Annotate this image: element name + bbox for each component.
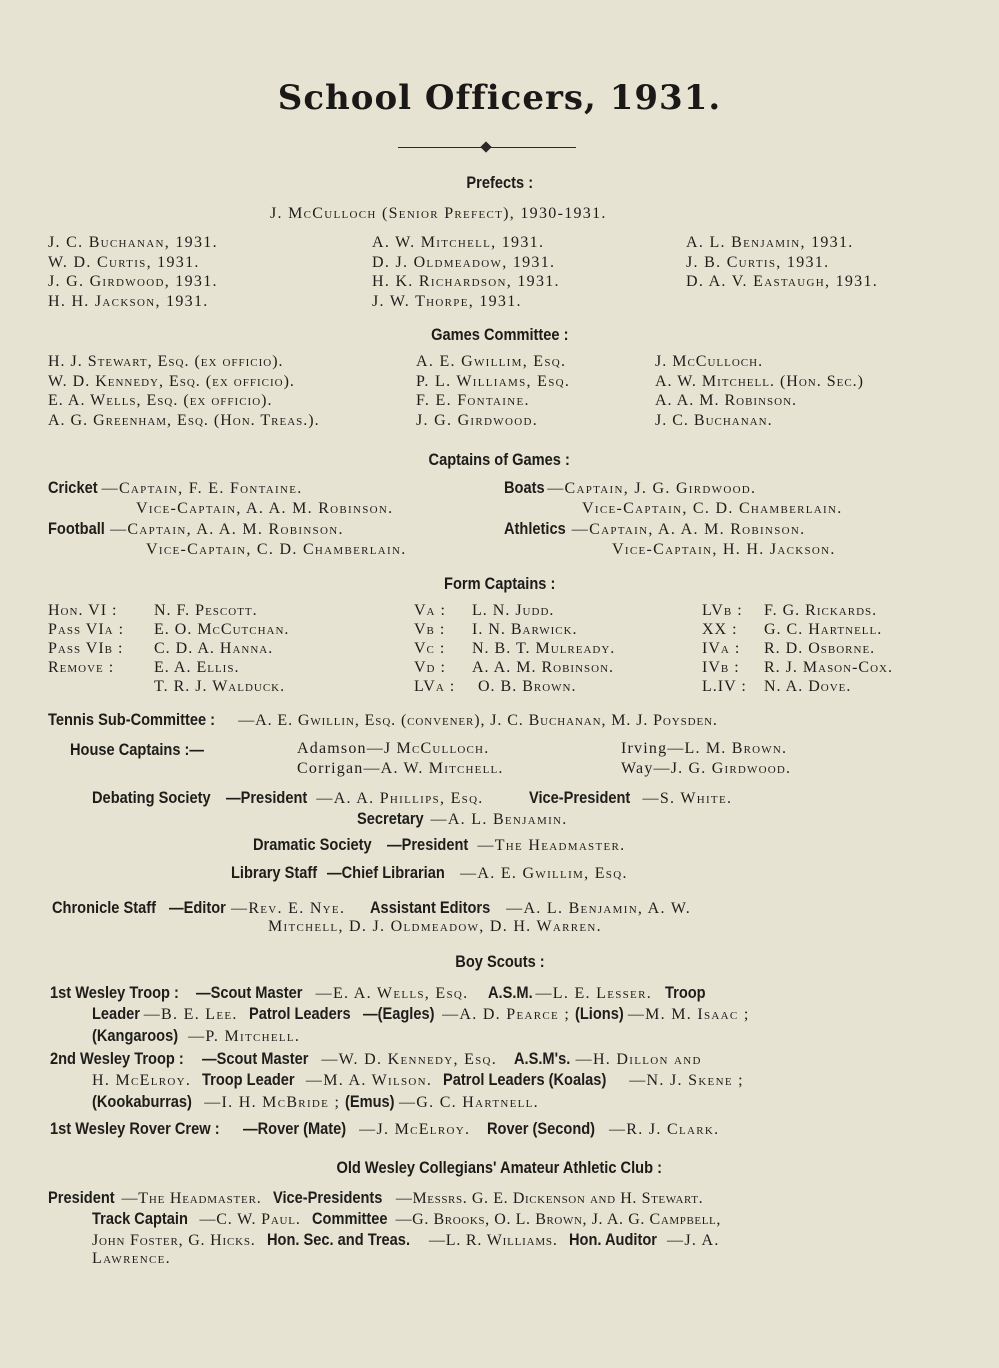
role-label: Assistant Editors (370, 898, 491, 917)
patrol-leader: —N. J. Skene ; (629, 1072, 744, 1089)
patrol-label: (Lions) (575, 1004, 624, 1023)
form-label: IVb : (702, 659, 740, 676)
asm: —H. Dillon and (575, 1051, 702, 1068)
vice-captain: Vice-Captain, A. A. M. Robinson. (136, 500, 394, 517)
form-captain: N. B. T. Mulready. (472, 640, 616, 657)
committee-member: A. E. Gwillim, Esq. (416, 353, 567, 370)
debating-society (92, 788, 732, 808)
form-captains-col-3 (702, 601, 893, 696)
patrol-leader: —G. C. Hartnell. (398, 1094, 539, 1111)
vice-captain: Vice-Captain, C. D. Chamberlain. (582, 500, 843, 517)
assistant-editors: —A. L. Benjamin, A. W. (506, 900, 692, 917)
form-label: Pass VIa : (48, 621, 125, 638)
committee-member: J. McCulloch. (655, 353, 764, 370)
scout-master: —W. D. Kennedy, Esq. (321, 1051, 498, 1068)
patrol-label: (Kangaroos) (92, 1026, 179, 1045)
committee-member: F. E. Fontaine. (416, 392, 530, 409)
games-committee-col-2 (416, 352, 570, 430)
sport-label: Athletics (504, 519, 566, 538)
games-committee-heading: Games Committee : (430, 325, 569, 344)
form-label: IVa : (702, 640, 741, 657)
form-label: Vd : (414, 659, 446, 676)
divider-diamond-icon (480, 141, 491, 152)
president: —The Headmaster. (121, 1190, 262, 1207)
role-label: Hon. Sec. and Treas. (266, 1230, 410, 1249)
patrol-leader: —M. M. Isaac ; (627, 1006, 750, 1023)
role-label: —President (386, 835, 469, 854)
form-label: XX : (702, 621, 738, 638)
role-label: —Scout Master (201, 1049, 308, 1068)
assistant-editors-cont: Mitchell, D. J. Oldmeadow, D. H. Warren. (268, 918, 602, 935)
asm: —L. E. Lesser. (535, 985, 653, 1002)
hon-sec-treas: —L. R. Williams. (428, 1232, 558, 1249)
label: House Captains :— (70, 740, 205, 759)
form-captain: F. G. Rickards. (764, 602, 878, 619)
role-label: A.S.M. (487, 983, 533, 1002)
owc-heading: Old Wesley Collegians' Amateur Athletic Club : (336, 1158, 663, 1177)
form-captain: N. A. Dove. (764, 678, 852, 695)
boy-scouts-heading: Boy Scouts : (454, 952, 545, 971)
role-label: Secretary (357, 809, 424, 828)
troop-2-cont (92, 1069, 744, 1113)
role-label: Vice-Presidents (272, 1188, 383, 1207)
form-captain: L. N. Judd. (472, 602, 555, 619)
troop-1-cont (92, 1003, 750, 1047)
library-staff (231, 863, 628, 883)
prefect: D. A. V. Eastaugh, 1931. (686, 273, 879, 290)
form-label: Va : (414, 602, 446, 619)
role-label: Committee (311, 1209, 388, 1228)
form-label: L.IV : (702, 678, 747, 695)
troop-2 (50, 1048, 702, 1070)
patrol-label: (Kookaburras) (92, 1092, 192, 1111)
patrol-label: —(Eagles) (362, 1004, 435, 1023)
owc-line-4: Lawrence. (92, 1250, 171, 1267)
troop-label: 2nd Wesley Troop : (50, 1049, 184, 1068)
role-label: Vice-President (528, 788, 631, 807)
chronicle-label: Chronicle Staff (52, 898, 156, 917)
captains-right (504, 478, 843, 560)
prefects-col-3 (686, 233, 878, 292)
form-label: Pass VIb : (48, 640, 124, 657)
captain: —Captain, A. A. M. Robinson. (110, 521, 344, 538)
prefect: A. L. Benjamin, 1931. (686, 234, 854, 251)
prefects-col-2 (372, 233, 560, 311)
rover-second: —R. J. Clark. (608, 1121, 720, 1138)
dramatic-label: Dramatic Society (253, 835, 372, 854)
prefect: H. H. Jackson, 1931. (48, 292, 209, 310)
prefect: H. K. Richardson, 1931. (372, 273, 560, 290)
tennis-members: —A. E. Gwillin, Esq. (convener), J. C. Buchanan, M. J. Poysden. (238, 712, 718, 729)
captains-of-games-heading: Captains of Games : (428, 450, 571, 469)
patrol-leader: —P. Mitchell. (188, 1028, 301, 1045)
patrol-leader: —A. D. Pearce ; (442, 1006, 571, 1023)
captain: —Captain, F. E. Fontaine. (101, 480, 303, 497)
owc-line-2 (92, 1208, 721, 1230)
house-captains-label (70, 740, 222, 760)
role-label: Rover (Second) (487, 1119, 596, 1138)
prefect: J. C. Buchanan, 1931. (48, 234, 218, 251)
committee-member: J. C. Buchanan. (655, 411, 773, 429)
sport-label: Football (48, 519, 105, 538)
owc-line-1 (48, 1187, 703, 1209)
form-captain: E. A. Ellis. (154, 659, 240, 676)
house-captain: —J McCulloch. (366, 740, 490, 757)
troop-1 (50, 982, 708, 1004)
chronicle-staff (52, 898, 691, 918)
house-captain: —L. M. Brown. (667, 740, 788, 757)
house-captain: —A. W. Mitchell. (363, 760, 504, 777)
committee-member: P. L. Williams, Esq. (416, 372, 571, 390)
patrol-label: (Emus) (345, 1092, 395, 1111)
role-label: —Rover (Mate) (243, 1119, 347, 1138)
prefect: J. W. Thorpe, 1931. (372, 292, 522, 310)
form-captain: O. B. Brown. (478, 678, 577, 695)
form-label: Remove : (48, 659, 115, 676)
president: —A. A. Phillips, Esq. (316, 790, 484, 807)
form-captain: G. C. Hartnell. (764, 621, 883, 638)
troop-label: 1st Wesley Troop : (50, 983, 179, 1002)
librarian: —A. E. Gwillim, Esq. (460, 865, 628, 882)
role-label: President (48, 1188, 115, 1207)
editor: —Rev. E. Nye. (231, 900, 346, 917)
committee-member: E. A. Wells, Esq. (ex officio). (48, 392, 273, 409)
scout-master: —E. A. Wells, Esq. (315, 985, 469, 1002)
prefect: A. W. Mitchell, 1931. (372, 234, 545, 251)
form-captain: C. D. A. Hanna. (154, 640, 274, 657)
form-label: Hon. VI : (48, 602, 118, 619)
prefects-heading: Prefects : (466, 173, 533, 192)
form-captain: R. D. Osborne. (764, 640, 876, 657)
form-captain: N. F. Pescott. (154, 602, 258, 619)
role-label: Track Captain (92, 1209, 188, 1228)
role-label: Leader (92, 1004, 140, 1023)
vice-presidents: —Messrs. G. E. Dickenson and H. Stewart. (395, 1190, 704, 1207)
form-captain: E. O. McCutchan. (154, 621, 290, 638)
form-captain: R. J. Mason-Cox. (764, 659, 893, 676)
role-label: A.S.M's. (514, 1049, 571, 1068)
role-label: Troop (665, 983, 706, 1002)
secretary: —A. L. Benjamin. (430, 811, 568, 828)
committee-member: A. A. M. Robinson. (655, 392, 798, 409)
captains-left (48, 478, 407, 560)
committee: —G. Brooks, O. L. Brown, J. A. G. Campbell, (395, 1211, 721, 1228)
troop-leader: —B. E. Lee. (143, 1006, 238, 1023)
role-label: —Scout Master (195, 983, 303, 1002)
games-committee-col-3 (655, 352, 864, 430)
debating-secretary (357, 809, 568, 829)
captain: —Captain, A. A. M. Robinson. (571, 521, 806, 538)
captain: —Captain, J. G. Girdwood. (547, 480, 757, 497)
troop-leader: —M. A. Wilson. (305, 1072, 433, 1089)
library-label: Library Staff (231, 863, 318, 882)
committee-member: W. D. Kennedy, Esq. (ex officio). (48, 372, 295, 390)
dramatic-society (253, 835, 625, 855)
form-captain: I. N. Barwick. (472, 621, 578, 638)
games-committee-col-1 (48, 352, 320, 430)
rover-label: 1st Wesley Rover Crew : (50, 1119, 220, 1138)
sport-label: Cricket (48, 478, 98, 497)
patrol-leader: —I. H. McBride ; (204, 1094, 341, 1111)
form-label: LVa : (414, 678, 456, 695)
role-label: —President (225, 788, 308, 807)
prefect: W. D. Curtis, 1931. (48, 253, 200, 271)
tennis-sub-committee (48, 710, 718, 730)
house-name: Way (621, 760, 654, 777)
house-captains-col-1 (297, 739, 504, 779)
form-captain: T. R. J. Walduck. (154, 678, 286, 695)
form-captains-heading: Form Captains : (443, 574, 556, 593)
role-label: —Chief Librarian (327, 863, 445, 882)
committee-member: A. G. Greenham, Esq. (Hon. Treas.). (48, 411, 320, 429)
form-label: LVb : (702, 602, 743, 619)
form-captains-col-1 (48, 601, 289, 696)
vice-president: —S. White. (642, 790, 733, 807)
form-captain: A. A. M. Robinson. (472, 659, 615, 676)
house-name: Irving (621, 740, 668, 757)
house-name: Corrigan (297, 760, 364, 777)
form-captains-col-2 (414, 601, 615, 696)
committee-member: H. J. Stewart, Esq. (ex officio). (48, 353, 284, 370)
prefect: J. G. Girdwood, 1931. (48, 273, 218, 290)
house-name: Adamson (297, 740, 367, 757)
form-label: Vb : (414, 621, 446, 638)
role-label: Hon. Auditor (568, 1230, 657, 1249)
committee: John Foster, G. Hicks. (92, 1232, 256, 1249)
hon-auditor: —J. A. (667, 1232, 720, 1249)
role-label: —Editor (168, 898, 226, 917)
debating-label: Debating Society (92, 788, 211, 807)
role-label: Patrol Leaders (248, 1004, 351, 1023)
vice-captain: Vice-Captain, H. H. Jackson. (612, 541, 836, 558)
tennis-label: Tennis Sub-Committee : (48, 710, 216, 729)
house-captain: —J. G. Girdwood. (653, 760, 792, 777)
track-captain: —C. W. Paul. (199, 1211, 301, 1228)
role-label: Patrol Leaders (Koalas) (443, 1070, 607, 1089)
role-label: Troop Leader (202, 1070, 295, 1089)
rover-crew (50, 1119, 719, 1139)
president: —The Headmaster. (477, 837, 626, 854)
prefect: D. J. Oldmeadow, 1931. (372, 253, 556, 271)
committee-member: J. G. Girdwood. (416, 411, 538, 429)
committee-member: A. W. Mitchell. (Hon. Sec.) (655, 372, 864, 390)
asm: H. McElroy. (92, 1072, 192, 1089)
owc-line-3 (92, 1229, 720, 1251)
senior-prefect: J. McCulloch (Senior Prefect), 1930-1931. (270, 205, 607, 222)
vice-captain: Vice-Captain, C. D. Chamberlain. (146, 541, 407, 558)
prefects-col-1 (48, 233, 218, 311)
house-captains-col-2 (621, 739, 791, 779)
form-label: Vc : (414, 640, 446, 657)
prefect: J. B. Curtis, 1931. (686, 253, 830, 271)
page-title: School Officers, 1931. (277, 78, 722, 118)
rover-mate: —J. McElroy. (359, 1121, 471, 1138)
sport-label: Boats (504, 478, 545, 497)
